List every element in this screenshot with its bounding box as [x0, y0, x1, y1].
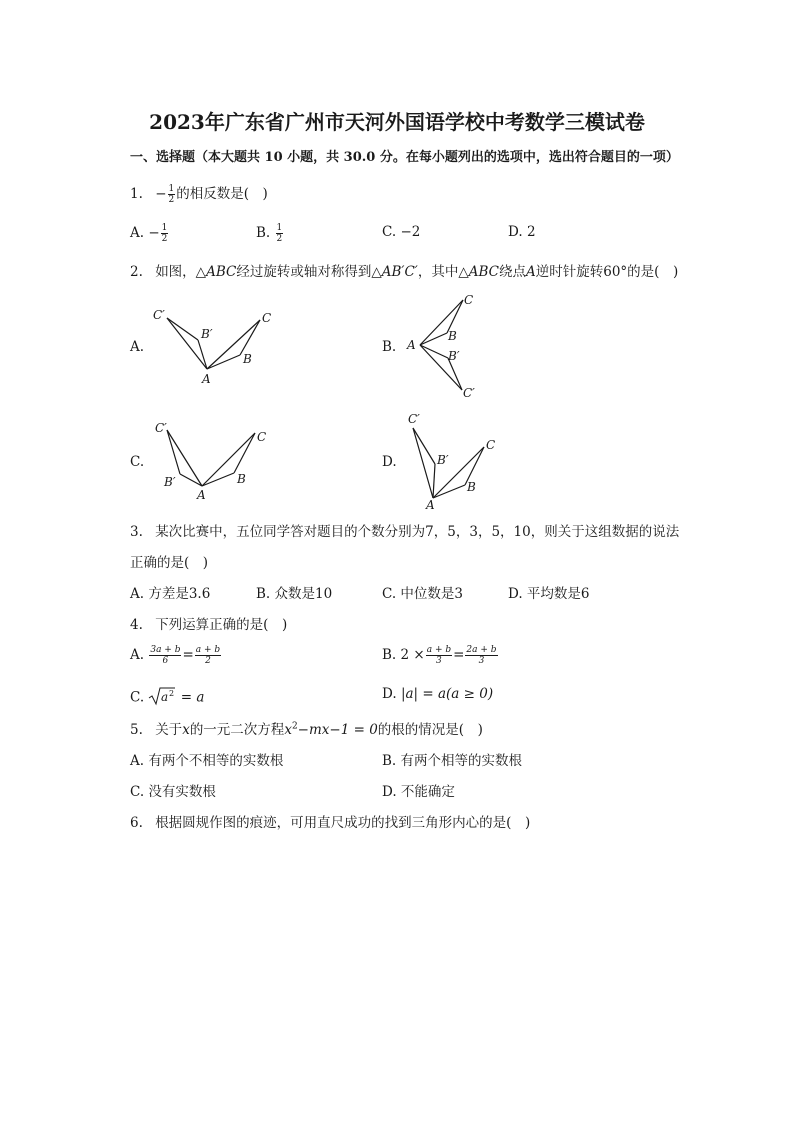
fraction: $\frac{3a + b}{6}$	[150, 645, 181, 666]
point-label: B′	[201, 327, 213, 341]
point-label: C′	[155, 421, 167, 435]
edge	[167, 318, 198, 340]
edge	[234, 433, 255, 473]
point-label: B′	[437, 453, 449, 467]
edge	[198, 340, 207, 369]
point-label: B	[448, 329, 457, 343]
edge	[413, 428, 435, 464]
edge	[167, 318, 207, 369]
question-1	[130, 182, 268, 205]
point-label: C′	[153, 308, 165, 322]
q4-option-b[interactable]: B. 2 × $\frac{a + b}{3}$ = $\frac{2a + b}{3}$	[382, 645, 497, 666]
edge	[433, 485, 465, 498]
q2-option-b[interactable]: B.	[382, 339, 397, 355]
q1-option-b[interactable]: B. $\frac{1}{2}$	[256, 223, 283, 244]
point-label: C′	[463, 386, 475, 400]
point-label: B′	[448, 349, 460, 363]
point-label: B′	[164, 475, 176, 489]
section-heading: 一、选择题（本大题共 10 小题，共 30.0 分。在每小题列出的选项中，选出符合题目的一项）	[130, 150, 679, 165]
edge	[420, 333, 447, 345]
q5-option-c[interactable]: C. 没有实数根	[130, 784, 216, 800]
q1-option-a[interactable]: A. − $\frac{1}{2}$	[130, 223, 168, 244]
edge	[202, 433, 255, 486]
fraction: $\frac{2a + b}{3}$	[466, 645, 497, 666]
point-label: C	[257, 430, 267, 444]
q2-option-c[interactable]: C.	[130, 454, 145, 470]
question-6: 6. 根据圆规作图的痕迹，可用直尺成功的找到三角形内心的是( )	[130, 815, 531, 831]
q3-option-a[interactable]: A. 方差是3.6	[130, 586, 211, 602]
question-3: 3. 某次比赛中，五位同学答对题目的个数分别为7，5，3，5，10，则关于这组数据的说法	[130, 524, 680, 540]
q1-option-c[interactable]: C. −2	[382, 224, 421, 240]
question-2: 2. 如图，△ABC经过旋转或轴对称得到△AB′C′，其中△ABC绕点A逆时针旋转60°的是( )	[130, 264, 679, 280]
q5-option-d[interactable]: D. 不能确定	[382, 784, 455, 800]
edge	[207, 355, 240, 369]
edge	[207, 320, 260, 369]
q3-option-b[interactable]: B. 众数是10	[256, 586, 333, 602]
point-label: B	[467, 480, 476, 494]
q2-option-d[interactable]: D.	[382, 454, 397, 470]
q1-option-d[interactable]: D. 2	[508, 224, 536, 240]
fraction: $\frac{1}{2}$	[168, 184, 175, 205]
edge	[167, 430, 180, 474]
edge	[413, 428, 433, 498]
svg-text:a: a	[161, 690, 169, 704]
q3-option-d[interactable]: D. 平均数是6	[508, 586, 590, 602]
q3-option-c[interactable]: C. 中位数是3	[382, 586, 464, 602]
figure-d	[400, 405, 510, 515]
figure-a	[150, 300, 280, 390]
figure-b	[400, 290, 500, 405]
question-4: 4. 下列运算正确的是( )	[130, 617, 288, 633]
q2-option-a[interactable]: A.	[130, 339, 145, 355]
q5-option-b[interactable]: B. 有两个相等的实数根	[382, 753, 523, 769]
q4-option-a[interactable]: A. $\frac{3a + b}{6}$ = $\frac{a + b}{2}$	[130, 645, 221, 666]
point-label: A	[426, 498, 435, 512]
point-label: B	[237, 472, 246, 486]
fraction: $\frac{1}{2}$	[161, 223, 168, 244]
fraction: $\frac{a + b}{3}$	[426, 645, 452, 666]
question-5: 5. 关于x的一元二次方程$x^2-mx-1 = 0$的根的情况是( )	[130, 721, 483, 738]
point-label: A	[202, 372, 211, 386]
q4-option-d[interactable]: D. |a| = a(a ≥ 0)	[382, 686, 494, 702]
point-label: B	[243, 352, 252, 366]
q4-option-c[interactable]: C. a 2 = a	[130, 686, 204, 710]
square-root-icon	[148, 686, 176, 710]
figure-c	[150, 418, 280, 503]
edge	[433, 464, 435, 498]
edge	[202, 473, 234, 486]
point-label: C	[262, 311, 272, 325]
question-text: 的相反数是( )	[176, 186, 268, 202]
point-label: C′	[408, 412, 420, 426]
exam-title: 2023年广东省广州市天河外国语学校中考数学三模试卷	[149, 110, 645, 134]
q5-option-a[interactable]: A. 有两个不相等的实数根	[130, 753, 284, 769]
point-label: C	[486, 438, 496, 452]
question-number: 1.	[130, 186, 143, 202]
minus-sign: −	[155, 186, 167, 202]
point-label: C	[464, 293, 474, 307]
edge	[240, 320, 260, 355]
fraction: $\frac{1}{2}$	[276, 223, 283, 244]
fraction: $\frac{a + b}{2}$	[195, 645, 221, 666]
point-label: A	[197, 488, 206, 502]
question-3-line-2: 正确的是( )	[130, 555, 209, 571]
edge	[420, 345, 448, 358]
point-label: A	[407, 338, 416, 352]
svg-text:2: 2	[169, 689, 175, 698]
